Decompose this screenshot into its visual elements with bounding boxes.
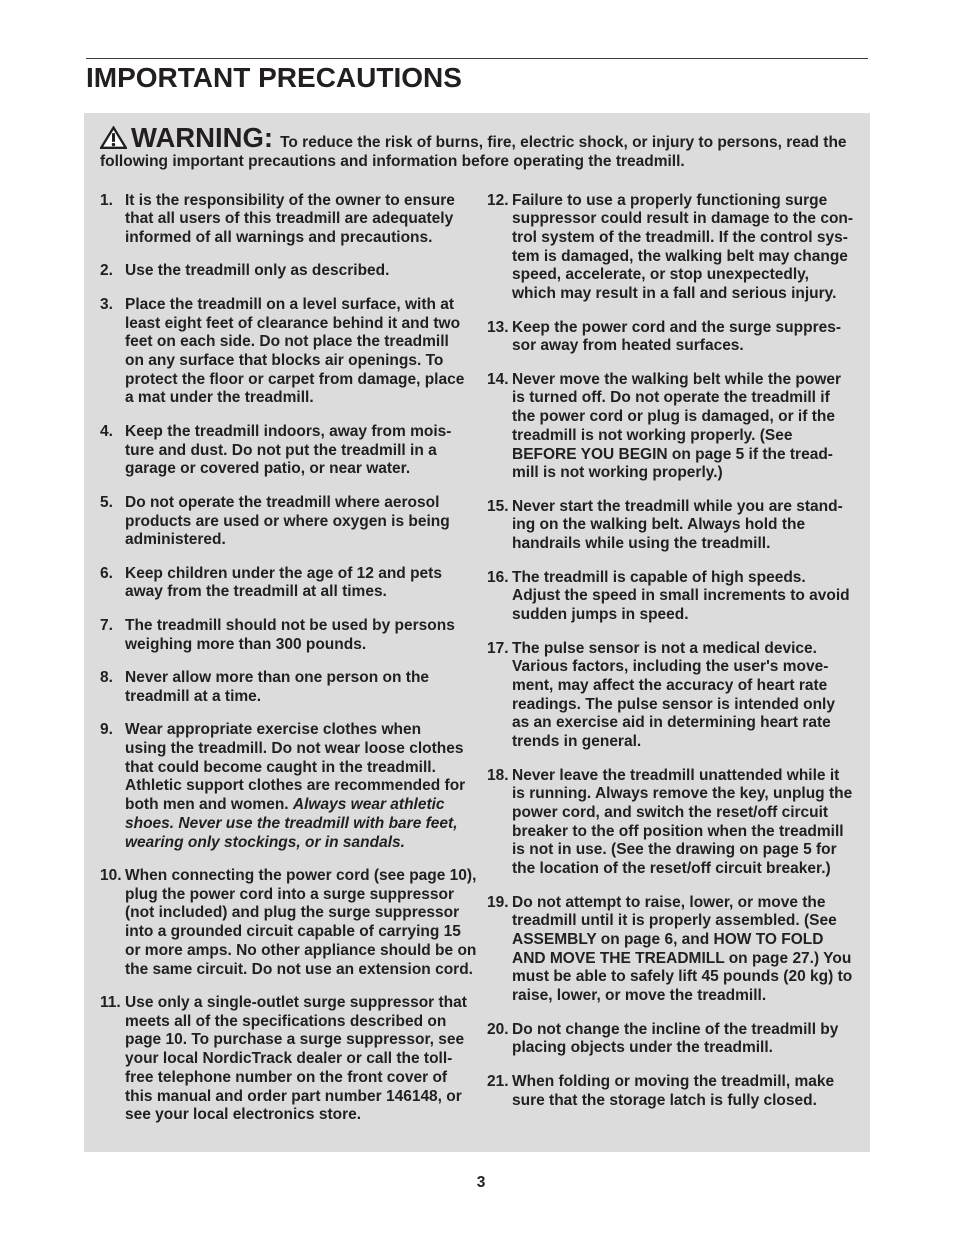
emphasis-text: Always wear athletic — [292, 796, 445, 814]
precaution-text — [512, 767, 859, 879]
text-line: power cord, and switch the reset/off circuit — [512, 803, 829, 821]
warning-label: WARNING: — [131, 121, 274, 153]
text-line: The treadmill is capable of high speeds. — [512, 568, 806, 586]
precaution-item-21 — [487, 1073, 859, 1110]
page-title: IMPORTANT PRECAUTIONS — [86, 62, 462, 93]
text-line: breaker to the off position when the treadmill — [512, 822, 844, 840]
header-rule — [86, 58, 868, 59]
precaution-text — [512, 192, 859, 304]
precaution-item-19 — [487, 894, 859, 1006]
precaution-text — [125, 423, 472, 479]
precaution-text — [125, 994, 472, 1125]
text-line: AND MOVE THE TREADMILL on page 27.) You — [512, 949, 852, 967]
text-line: garage or covered patio, or near water. — [125, 460, 411, 478]
text-line: as an exercise aid in determining heart rate — [512, 714, 831, 732]
text-line: is not in use. (See the drawing on page 5 for — [512, 841, 837, 859]
precaution-text — [512, 371, 859, 483]
text-line: see your local electronics store. — [125, 1106, 362, 1124]
text-line: trends in general. — [512, 733, 642, 751]
text-line: readings. The pulse sensor is intended only — [512, 695, 835, 713]
text-line: least eight feet of clearance behind it and two — [125, 314, 461, 332]
text-line: sure that the storage latch is fully closed. — [512, 1091, 817, 1109]
text-line: When connecting the power cord (see page 10), — [125, 867, 477, 885]
text-line: the location of the reset/off circuit breaker.) — [512, 860, 831, 878]
text-line: free telephone number on the front cover of — [125, 1068, 448, 1086]
text-line: this manual and order part number 146148, or — [125, 1087, 462, 1105]
text-line: on any surface that blocks air openings. To — [125, 352, 444, 370]
precaution-item-16 — [487, 569, 859, 625]
emphasis-text: shoes. Never use the treadmill with bare feet, — [125, 814, 458, 832]
warning-text-line-1: To reduce the risk of burns, fire, electric shock, or injury to persons, read the — [280, 133, 847, 151]
text-line: ture and dust. Do not put the treadmill in a — [125, 441, 437, 459]
text-line: Keep the treadmill indoors, away from mois- — [125, 422, 452, 440]
text-line: trol system of the treadmill. If the control sys- — [512, 228, 848, 246]
text-line: protect the floor or carpet from damage, place — [125, 370, 465, 388]
text-line: tem is damaged, the walking belt may change — [512, 247, 848, 265]
text-line: When folding or moving the treadmill, make — [512, 1072, 835, 1090]
text-line: plug the power cord into a surge suppressor — [125, 885, 454, 903]
precaution-text — [512, 498, 859, 554]
text-line: raise, lower, or move the treadmill. — [512, 987, 767, 1005]
text-line: which may result in a fall and serious injury. — [512, 285, 837, 303]
precaution-text — [512, 319, 859, 356]
text-line: meets all of the specifications described on — [125, 1012, 447, 1030]
precaution-text — [125, 867, 477, 979]
text-line: Wear appropriate exercise clothes when — [125, 721, 422, 739]
precaution-item-9 — [100, 721, 472, 852]
text-line: into a grounded circuit capable of carrying 15 — [125, 923, 461, 941]
text-line: must be able to safely lift 45 pounds (20 kg) to — [512, 968, 853, 986]
text-line: Keep the power cord and the surge suppres- — [512, 318, 842, 336]
precaution-number: 7. — [100, 616, 113, 634]
precaution-item-4 — [100, 423, 472, 479]
text-line: treadmill until it is properly assembled. (See — [512, 912, 837, 930]
precaution-text — [512, 894, 859, 1006]
text-line: a mat under the treadmill. — [125, 389, 314, 407]
precaution-item-8 — [100, 669, 472, 706]
precaution-item-20 — [487, 1021, 859, 1058]
precaution-item-2 — [100, 262, 472, 281]
text-line: mill is not working properly.) — [512, 464, 723, 482]
precaution-text — [512, 1021, 859, 1058]
text-line: Never move the walking belt while the power — [512, 370, 842, 388]
text-line: Never allow more than one person on the — [125, 669, 430, 687]
precaution-number: 4. — [100, 422, 113, 440]
precaution-number: 16. — [487, 568, 509, 586]
precaution-number: 1. — [100, 191, 113, 209]
precaution-number: 8. — [100, 669, 113, 687]
precaution-item-11 — [100, 994, 472, 1125]
text-line: Use the treadmill only as described. — [125, 262, 390, 280]
text-line: informed of all warnings and precautions. — [125, 228, 433, 246]
text-line: Do not change the incline of the treadmill by — [512, 1020, 839, 1038]
text-line: The treadmill should not be used by persons — [125, 616, 455, 634]
text-line: away from the treadmill at all times. — [125, 583, 387, 601]
text-line: BEFORE YOU BEGIN on page 5 if the tread- — [512, 445, 833, 463]
precaution-number: 2. — [100, 262, 113, 280]
text-line: placing objects under the treadmill. — [512, 1039, 773, 1057]
text-line — [125, 815, 472, 834]
precaution-item-13 — [487, 319, 859, 356]
text-line: Do not attempt to raise, lower, or move the — [512, 893, 826, 911]
text-line: The pulse sensor is not a medical device. — [512, 639, 817, 657]
text-line: products are used or where oxygen is being — [125, 512, 450, 530]
precaution-text — [512, 1073, 859, 1110]
precaution-number: 14. — [487, 370, 509, 388]
text-segment: both men and women. — [125, 796, 293, 814]
precaution-number: 12. — [487, 191, 509, 209]
text-line: handrails while using the treadmill. — [512, 535, 771, 553]
text-line: that all users of this treadmill are adequately — [125, 210, 454, 228]
text-line: Adjust the speed in small increments to avoid — [512, 587, 850, 605]
precaution-number: 6. — [100, 564, 113, 582]
precaution-text — [125, 617, 472, 654]
precaution-number: 9. — [100, 721, 113, 739]
precaution-text — [125, 192, 472, 248]
precaution-text — [125, 296, 472, 408]
precaution-text — [125, 669, 472, 706]
precaution-number: 5. — [100, 493, 113, 511]
precaution-number: 18. — [487, 766, 509, 784]
precaution-item-18 — [487, 767, 859, 879]
precaution-number: 15. — [487, 497, 509, 515]
precaution-number: 3. — [100, 295, 113, 313]
precaution-number: 21. — [487, 1072, 509, 1090]
text-line: the same circuit. Do not use an extension cord. — [125, 960, 473, 978]
text-line: is running. Always remove the key, unplug the — [512, 785, 853, 803]
precautions-column-left — [100, 191, 477, 1140]
text-line: administered. — [125, 531, 226, 549]
text-line: the power cord or plug is damaged, or if the — [512, 408, 835, 426]
precaution-number: 11. — [100, 994, 121, 1012]
text-line: ment, may affect the accuracy of heart rate — [512, 676, 828, 694]
precaution-item-15 — [487, 498, 859, 554]
text-line: sor away from heated surfaces. — [512, 337, 744, 355]
precaution-text — [125, 262, 472, 281]
warning-triangle-icon — [100, 126, 127, 149]
precaution-item-17 — [487, 640, 859, 752]
text-line: your local NordicTrack dealer or call the toll- — [125, 1050, 453, 1068]
precaution-text — [512, 569, 859, 625]
precaution-text — [125, 494, 472, 550]
text-line — [125, 834, 472, 853]
precaution-text — [512, 640, 859, 752]
precaution-item-7 — [100, 617, 472, 654]
text-line: is turned off. Do not operate the treadmill if — [512, 389, 830, 407]
precaution-item-5 — [100, 494, 472, 550]
text-line: (not included) and plug the surge suppressor — [125, 904, 460, 922]
text-line: Keep children under the age of 12 and pets — [125, 564, 442, 582]
precaution-number: 19. — [487, 893, 509, 911]
text-line: ASSEMBLY on page 6, and HOW TO FOLD — [512, 930, 824, 948]
text-line: suppressor could result in damage to the con- — [512, 210, 854, 228]
precaution-item-1 — [100, 192, 472, 248]
precaution-item-10 — [100, 867, 477, 979]
precaution-item-6 — [100, 565, 472, 602]
text-line: It is the responsibility of the owner to ensure — [125, 191, 455, 209]
warning-text-line-2: following important precautions and information before operating the treadmill. — [100, 153, 685, 170]
precaution-number: 17. — [487, 639, 509, 657]
text-line: weighing more than 300 pounds. — [125, 635, 367, 653]
text-line: that could become caught in the treadmill. — [125, 758, 436, 776]
precaution-number: 20. — [487, 1020, 509, 1038]
precaution-number: 13. — [487, 318, 509, 336]
text-line: using the treadmill. Do not wear loose clothes — [125, 740, 464, 758]
precaution-text — [125, 565, 472, 602]
page-number: 3 — [476, 1174, 486, 1191]
emphasis-text: wearing only stockings, or in sandals. — [125, 833, 405, 851]
precaution-text — [125, 721, 472, 852]
text-line: page 10. To purchase a surge suppressor, see — [125, 1031, 465, 1049]
precaution-item-14 — [487, 371, 859, 483]
text-line: ing on the walking belt. Always hold the — [512, 516, 806, 534]
text-line: Use only a single-outlet surge suppressor that — [125, 994, 467, 1012]
text-line: speed, accelerate, or stop unexpectedly, — [512, 266, 809, 284]
text-line: Various factors, including the user's move- — [512, 658, 829, 676]
precaution-item-3 — [100, 296, 472, 408]
text-line: treadmill at a time. — [125, 687, 262, 705]
text-line: Athletic support clothes are recommended for — [125, 777, 466, 795]
text-line: Do not operate the treadmill where aerosol — [125, 493, 440, 511]
text-line — [125, 796, 472, 815]
text-line: Never leave the treadmill unattended while it — [512, 766, 840, 784]
text-line: or more amps. No other appliance should be on — [125, 941, 477, 959]
text-line: Never start the treadmill while you are stand- — [512, 497, 843, 515]
text-line: Place the treadmill on a level surface, with at — [125, 295, 455, 313]
text-line: sudden jumps in speed. — [512, 606, 689, 624]
text-line: feet on each side. Do not place the treadmill — [125, 333, 449, 351]
text-line: treadmill is not working properly. (See — [512, 426, 793, 444]
precautions-column-right — [487, 192, 859, 1126]
text-line: Failure to use a properly functioning surge — [512, 191, 828, 209]
precaution-item-12 — [487, 192, 859, 304]
precaution-number: 10. — [100, 867, 122, 885]
